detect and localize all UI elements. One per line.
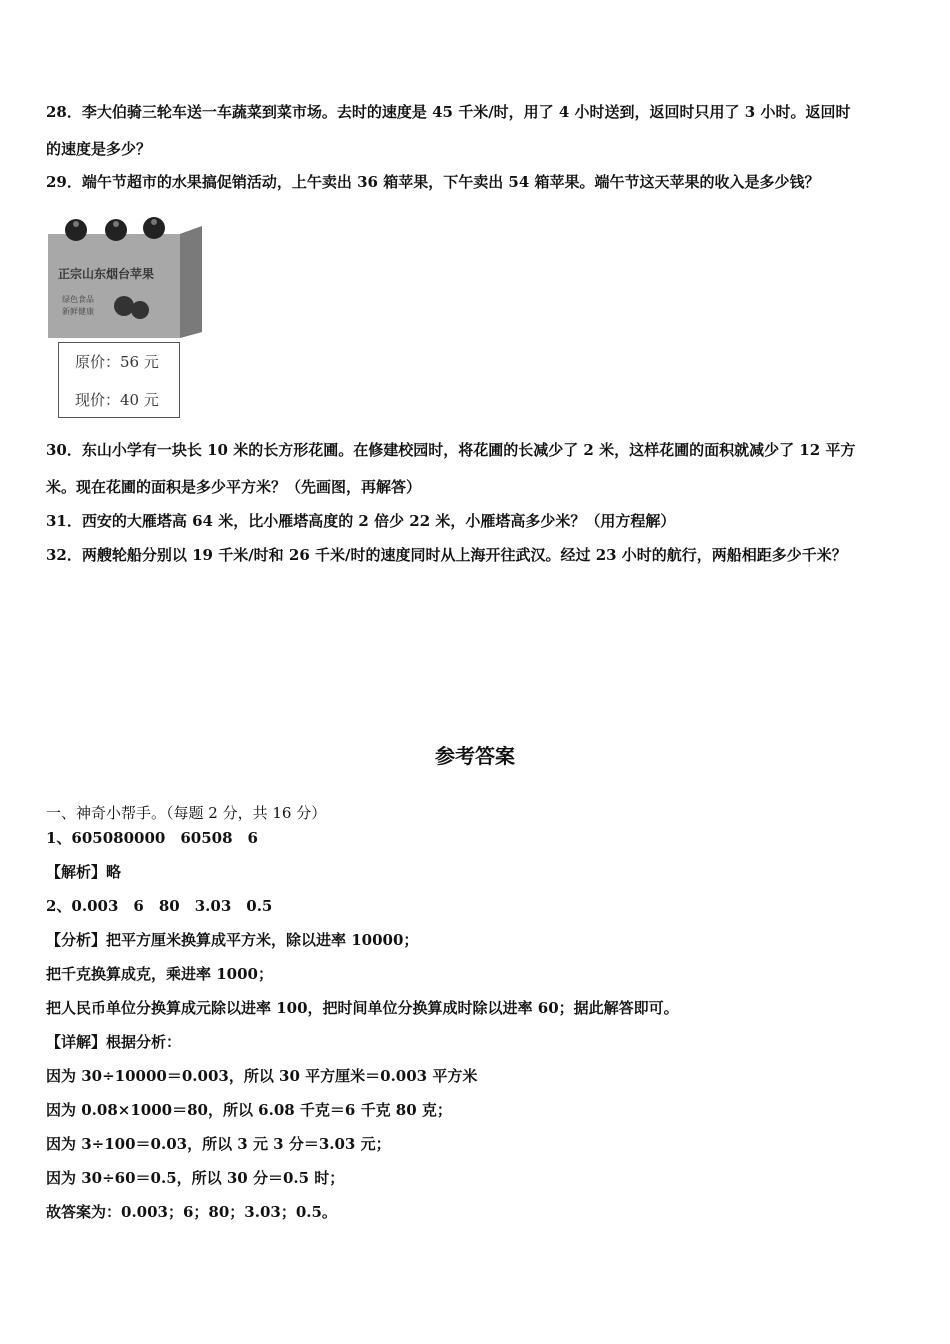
answer-2-step-4: 因为 30÷60＝0.5，所以 30 分＝0.5 时； <box>46 1169 345 1187</box>
price-tag <box>58 342 180 418</box>
box-sub-label-1: 绿色食品 <box>62 295 94 304</box>
answer-2-analysis-line-2: 把千克换算成克，乘进率 1000； <box>46 965 273 983</box>
apple-box-illustration <box>44 212 206 340</box>
answer-1: 1、605080000 60508 6 <box>46 829 258 847</box>
answer-2-step-3: 因为 3÷100＝0.03，所以 3 元 3 分＝3.03 元； <box>46 1135 391 1153</box>
question-30-line-2: 米。现在花圃的面积是多少平方米？（先画图，再解答） <box>46 478 422 496</box>
question-28-line-1: 28．李大伯骑三轮车送一车蔬菜到菜市场。去时的速度是 45 千米/时，用了 4 小时送到，返回时只用了 3 小时。返回时 <box>46 103 851 121</box>
answer-2-step-1: 因为 30÷10000＝0.003，所以 30 平方厘米＝0.003 平方米 <box>46 1067 478 1085</box>
answer-2-detail: 【详解】根据分析： <box>46 1033 182 1051</box>
question-28-line-2: 的速度是多少？ <box>46 140 152 158</box>
box-label: 正宗山东烟台苹果 <box>58 267 155 281</box>
answer-2-step-2: 因为 0.08×1000＝80，所以 6.08 千克＝6 千克 80 克； <box>46 1101 452 1119</box>
answer-1-analysis: 【解析】略 <box>46 863 122 881</box>
current-price: 现价：40 元 <box>75 391 159 409</box>
answer-2-analysis-line-3: 把人民币单位分换算成元除以进率 100，把时间单位分换算成时除以进率 60；据此解答即可。 <box>46 999 679 1017</box>
question-30-line-1: 30．东山小学有一块长 10 米的长方形花圃。在修建校园时，将花圃的长减少了 2 米，这样花圃的面积就减少了 12 平方 <box>46 441 856 459</box>
answers-title: 参考答案 <box>435 744 515 768</box>
answer-2-analysis: 【分析】把平方厘米换算成平方米，除以进率 10000； <box>46 931 419 949</box>
question-32: 32．两艘轮船分别以 19 千米/时和 26 千米/时的速度同时从上海开往武汉。经过 23 小时的航行，两船相距多少千米？ <box>46 546 847 564</box>
section-1-heading: 一、神奇小帮手。（每题 2 分，共 16 分） <box>46 804 327 822</box>
question-29: 29．端午节超市的水果搞促销活动，上午卖出 36 箱苹果，下午卖出 54 箱苹果。端午节这天苹果的收入是多少钱？ <box>46 173 820 191</box>
answer-2-conclusion: 故答案为：0.003；6；80；3.03；0.5。 <box>46 1203 337 1221</box>
question-31: 31．西安的大雁塔高 64 米，比小雁塔高度的 2 倍少 22 米，小雁塔高多少米？（用方程解） <box>46 512 676 530</box>
box-sub-label-2: 新鲜健康 <box>62 307 94 316</box>
answer-2: 2、0.003 6 80 3.03 0.5 <box>46 897 273 915</box>
original-price: 原价：56 元 <box>75 353 159 371</box>
